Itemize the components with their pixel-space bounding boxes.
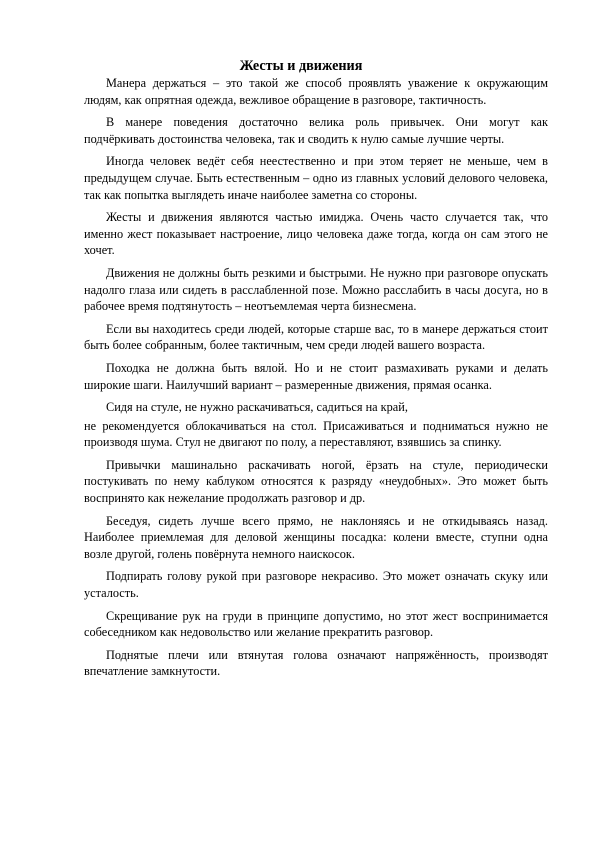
paragraph-6: Если вы находитесь среди людей, которые старше вас, то в манере держаться стоит быть более собранным, более тактичным, чем среди людей вашего возраста. bbox=[84, 321, 548, 353]
paragraph-5: Движения не должны быть резкими и быстрыми. Не нужно при разговоре опускать надолго глаза или сидеть в расслабленной позе. Можно расслабить в часы досуга, но в рабочее время подтянутость – неотъемлемая черта бизнесмена. bbox=[84, 265, 548, 314]
paragraph-10: Привычки машинально раскачивать ногой, ёрзать на стуле, периодически постукивать по нему каблуком относятся к разряду «неудобных». Это может быть воспринято как нежелание продолжать разговор и др. bbox=[84, 457, 548, 506]
paragraph-3: Иногда человек ведёт себя неестественно и при этом теряет не меньше, чем в предыдущем случае. Быть естественным – одно из главных условий делового человека, так как попытка выглядеть иначе наиболее заметна со стороны. bbox=[84, 154, 548, 202]
paragraph-14: Поднятые плечи или втянутая голова означают напряжённость, производят впечатление замкнутости. bbox=[84, 647, 548, 679]
paragraph-9: не рекомендуется облокачиваться на стол. Присаживаться и подниматься нужно не производя шума. Стул не двигают по полу, а переставляют, взявшись за спинку. bbox=[84, 418, 548, 450]
paragraph-12: Подпирать голову рукой при разговоре некрасиво. Это может означать скуку или усталость. bbox=[84, 569, 548, 601]
paragraph-1: Манера держаться – это такой же способ проявлять уважение к окружающим людям, как опрятная одежда, вежливое обращение в разговоре, тактичность. bbox=[84, 76, 548, 107]
paragraph-7: Походка не должна быть вялой. Но и не стоит размахивать руками и делать широкие шаги. Наилучший вариант – размеренные движения, прямая осанка. bbox=[84, 360, 548, 392]
paragraph-11: Беседуя, сидеть лучше всего прямо, не наклоняясь и не откидываясь назад. Наиболее приемлемая для деловой женщины посадка: колени вместе, ступни одна возле другой, голень повёрнута немного наискосок. bbox=[84, 513, 548, 561]
paragraph-4: Жесты и движения являются частью имиджа. Очень часто случается так, что именно жест показывает настроение, лицо человека даже тогда, когда он сам этого не хочет. bbox=[84, 210, 548, 258]
paragraph-2: В манере поведения достаточно велика роль привычек. Они могут как подчёркивать достоинства человека, так и сводить к нулю самые лучшие черты. bbox=[84, 115, 548, 146]
paragraph-13: Скрещивание рук на груди в принципе допустимо, но этот жест воспринимается собеседником как недовольство или желание прекратить разговор. bbox=[84, 608, 548, 640]
paragraph-8: Сидя на стуле, не нужно раскачиваться, садиться на край, bbox=[106, 400, 408, 415]
page-title: Жесты и движения bbox=[239, 58, 363, 74]
